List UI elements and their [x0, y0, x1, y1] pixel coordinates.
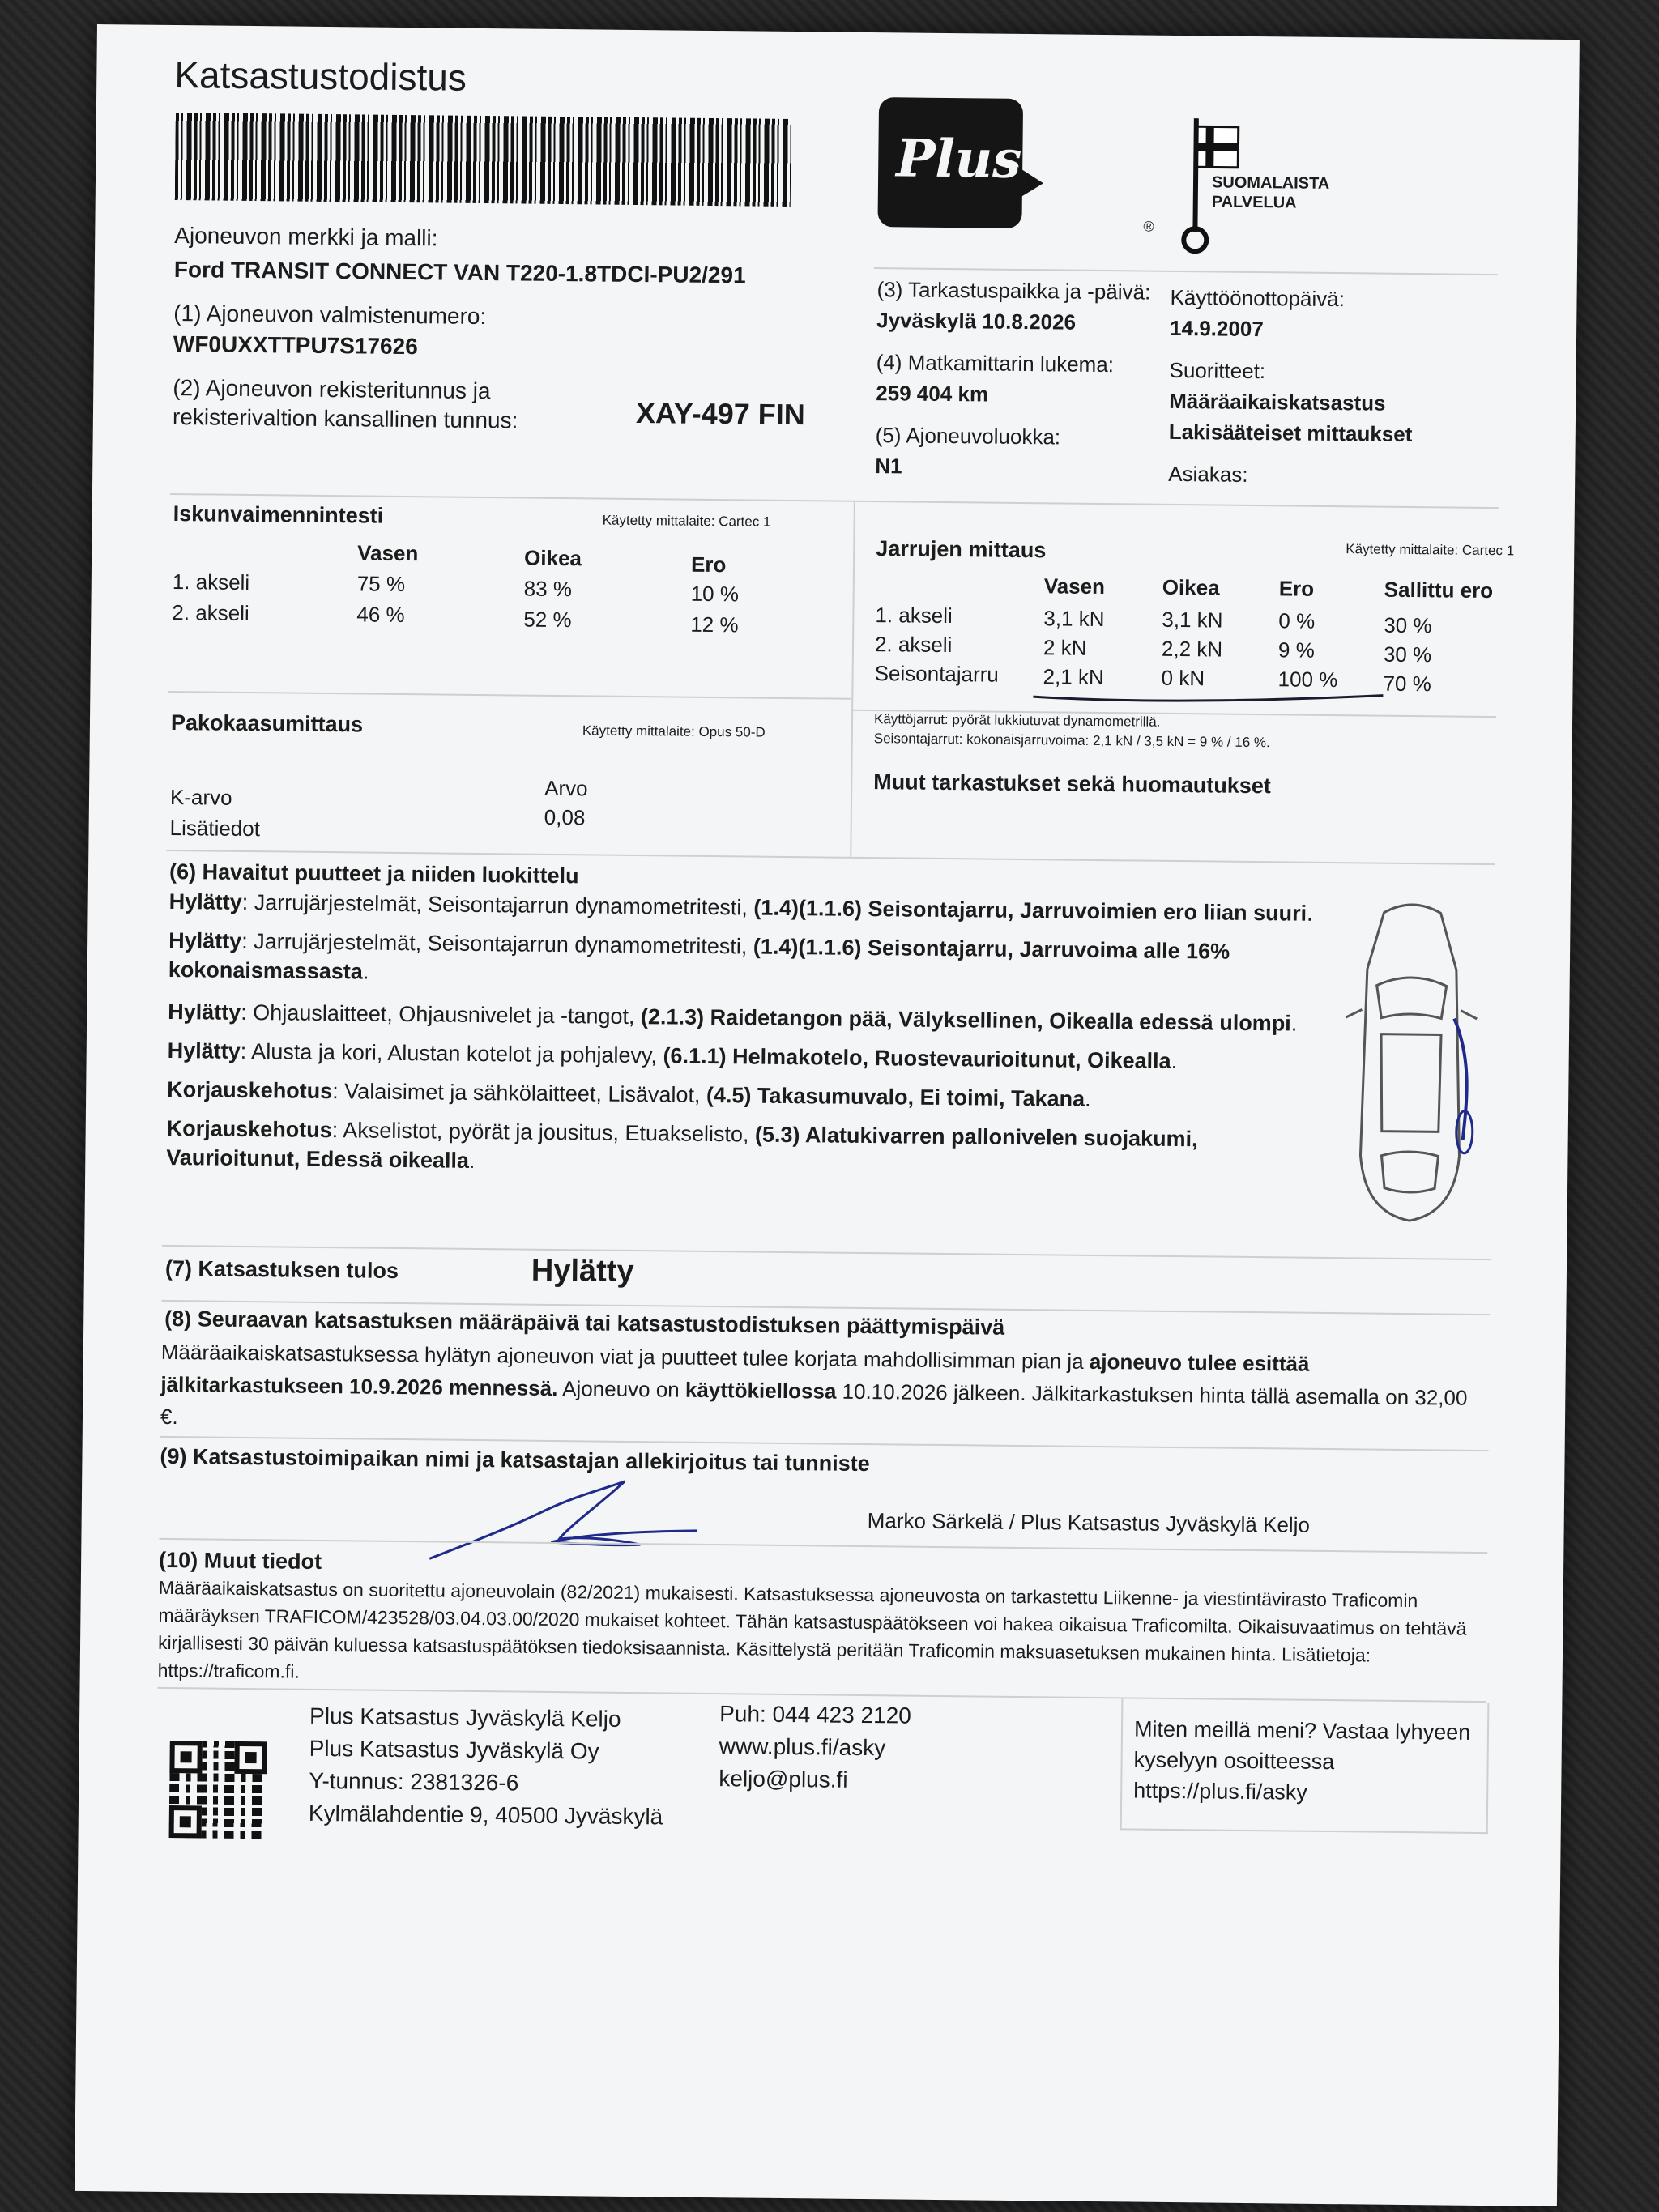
shock-title: Iskunvaimennintesti — [173, 501, 384, 528]
defect-bold: (1.4)(1.1.6) Seisontajarru, Jarruvoima alle 16% kokonaismassasta — [168, 934, 1230, 984]
pen-underline — [1030, 682, 1386, 710]
defect-item — [168, 997, 1342, 1038]
defect-text: : Jarrujärjestelmät, Seisontajarrun dynamometritesti, — [241, 889, 754, 920]
class-value: N1 — [875, 454, 902, 479]
defect-tail: . — [1306, 901, 1313, 926]
footer-phone: Puh: 044 423 2120 — [719, 1701, 912, 1728]
defect-bold: (1.4)(1.1.6) Seisontajarru, Jarruvoimien ero liian suuri — [753, 895, 1307, 926]
defect-status: Hylätty — [167, 1038, 241, 1063]
footer-email[interactable]: keljo@plus.fi — [719, 1766, 848, 1792]
defect-status: Hylätty — [168, 927, 242, 953]
defect-bold: (6.1.1) Helmakotelo, Ruostevaurioitunut, Oikealla — [663, 1043, 1171, 1073]
services-label: Suoritteet: — [1169, 357, 1266, 384]
inspector-name: Marko Särkelä / Plus Katsastus Jyväskylä Keljo — [867, 1508, 1311, 1537]
qr-finder — [169, 1805, 202, 1838]
place-date-value: Jyväskylä 10.8.2026 — [876, 308, 1077, 335]
brakes-row-2-allowed: 30 % — [1383, 641, 1432, 667]
shock-axle-2-right: 52 % — [523, 607, 572, 633]
defect-text: : Ohjauslaitteet, Ohjausnivelet ja -tangot, — [241, 999, 642, 1029]
next-p1-bold: ajoneuvo tulee esittää jälkitarkastukseen 10.9.2026 mennessä. — [160, 1349, 1310, 1401]
footer-line-1: Plus Katsastus Jyväskylä Keljo — [309, 1703, 621, 1732]
defect-status: Korjauskehotus — [167, 1076, 333, 1104]
shock-col-right: Oikea — [523, 545, 582, 571]
result-value: Hylätty — [531, 1253, 634, 1289]
divider — [159, 1538, 1487, 1554]
shock-axle-1-right: 83 % — [523, 576, 573, 602]
exhaust-value-header: Arvo — [544, 775, 588, 801]
place-date-label: (3) Tarkastuspaikka ja -päivä: — [876, 277, 1151, 305]
intro-date-label: Käyttöönottopäivä: — [1170, 284, 1346, 312]
reg-label-2: rekisterivaltion kansallinen tunnus: — [172, 404, 518, 433]
customer-label: Asiakas: — [1168, 461, 1248, 487]
brakes-row-1-left: 3,1 kN — [1043, 606, 1105, 632]
signature-title: (9) Katsastustoimipaikan nimi ja katsastajan allekirjoitus tai tunniste — [160, 1443, 870, 1477]
brakes-device: Käytetty mittalaite: Cartec 1 — [1346, 541, 1515, 559]
survey-text: Miten meillä meni? Vastaa lyhyeen kyselyyn osoitteessa https://plus.fi/asky — [1133, 1716, 1471, 1805]
make-model-label: Ajoneuvon merkki ja malli: — [174, 223, 438, 251]
shock-axle-1: 1. akseli — [172, 569, 250, 595]
footer-line-3: Y-tunnus: 2381326-6 — [309, 1767, 519, 1796]
defect-status: Hylätty — [168, 889, 242, 914]
service-2: Lakisääteiset mittaukset — [1168, 419, 1413, 447]
defect-bold: (5.3) Alatukivarren pallonivelen suojakumi, Vaurioitunut, Edessä oikealla — [166, 1122, 1198, 1173]
defect-item — [168, 1036, 1342, 1077]
speech-tail-icon — [1017, 167, 1043, 199]
footer-web[interactable]: www.plus.fi/asky — [719, 1733, 886, 1761]
service-1: Määräaikaiskatsastus — [1169, 388, 1386, 416]
brakes-col-diff: Ero — [1278, 576, 1315, 601]
brakes-row-3-right: 0 kN — [1161, 665, 1205, 691]
divider — [168, 691, 851, 700]
inspection-certificate — [75, 24, 1580, 2206]
next-p3: 10.10.2026 jälkeen. Jälkitarkastuksen hinta tällä asemalla on 32,00 €. — [160, 1379, 1468, 1430]
other-info-title: (10) Muut tiedot — [158, 1547, 322, 1575]
footer-line-2: Plus Katsastus Jyväskylä Oy — [309, 1735, 599, 1764]
k-value-label: K-arvo — [169, 784, 232, 810]
defect-item — [168, 926, 1287, 995]
next-p2: Ajoneuvo on — [557, 1376, 686, 1402]
brakes-row-1-diff: 0 % — [1278, 608, 1316, 633]
shock-axle-2: 2. akseli — [172, 600, 249, 626]
make-model-value: Ford TRANSIT CONNECT VAN T220-1.8TDCI-PU2/291 — [173, 257, 746, 288]
document-title: Katsastustodistus — [174, 53, 467, 99]
defects-title: (6) Havaitut puutteet ja niiden luokittelu — [168, 859, 579, 889]
qr-finder — [169, 1741, 202, 1773]
defect-tail: . — [1084, 1086, 1091, 1111]
next-title: (8) Seuraavan katsastuksen määräpäivä tai katsastustodistuksen päättymispäivä — [164, 1306, 1005, 1340]
brakes-row-1-allowed: 30 % — [1384, 612, 1432, 638]
next-p2-bold: käyttökiellossa — [684, 1377, 837, 1404]
divider — [874, 267, 1498, 275]
brakes-row-2-left: 2 kN — [1043, 635, 1087, 660]
other-checks-title: Muut tarkastukset sekä huomautukset — [873, 769, 1272, 799]
shock-axle-1-diff: 10 % — [690, 581, 740, 607]
brakes-col-allowed: Sallittu ero — [1384, 577, 1494, 603]
shock-col-left: Vasen — [357, 540, 419, 566]
defect-tail: . — [468, 1148, 476, 1173]
qr-finder — [234, 1741, 267, 1774]
footer-line-4: Kylmälahdentie 9, 40500 Jyväskylä — [308, 1800, 663, 1830]
next-p1: Määräaikaiskatsastuksessa hylätyn ajoneuvon viat ja puutteet tulee korjata mahdollisimman pian ja — [160, 1339, 1090, 1374]
badge-line-1: SUOMALAISTA — [1211, 173, 1330, 193]
defect-tail: . — [362, 959, 369, 984]
next-paragraph — [160, 1336, 1490, 1447]
plus-logo — [877, 97, 1023, 228]
brakes-col-right: Oikea — [1162, 574, 1220, 600]
defect-item — [167, 1075, 1341, 1116]
defect-item — [168, 887, 1343, 928]
brakes-col-left: Vasen — [1043, 573, 1106, 599]
brakes-note-1: Käyttöjarrut: pyörät lukkiutuvat dynamometrillä. — [873, 711, 1161, 730]
brakes-row-2-diff: 9 % — [1277, 637, 1315, 663]
reg-label-1: (2) Ajoneuvon rekisteritunnus ja — [173, 375, 491, 404]
defect-status: Hylätty — [168, 999, 241, 1025]
vin-label: (1) Ajoneuvon valmistenumero: — [173, 300, 487, 330]
brakes-row-2-name: 2. akseli — [874, 632, 953, 658]
exhaust-title: Pakokaasumittaus — [170, 710, 364, 737]
defect-tail: . — [1290, 1011, 1298, 1036]
brakes-row-1-name: 1. akseli — [875, 603, 953, 629]
barcode — [175, 113, 791, 207]
brakes-title: Jarrujen mittaus — [876, 536, 1047, 563]
defect-bold: (4.5) Takasumuvalo, Ei toimi, Takana — [706, 1082, 1085, 1111]
other-info-text: Määräaikaiskatsastus on suoritettu ajoneuvolain (82/2021) mukaisesti. Katsastuksessa ajoneuvosta on tarkastettu Liikenne- ja viestintävirasto Traficomin määräyksen TRAFICOM/423528/03.04.03.00/2020 mukaiset kohteet. Tähän katsastuspäätökseen voi hakea oikaisua Traficomilta. Oikaisuvaatimus on tehtävä kirjallisesti 30 päivän kuluessa katsastuspäätöksen tiedoksisaannista. Käsittelystä peritään Traficomin maksuasetuksen mukainen hinta. Lisätietoja: https://traficom.fi. — [157, 1576, 1467, 1682]
handwritten-signature — [421, 1477, 714, 1570]
defect-tail: . — [1171, 1048, 1178, 1074]
brakes-row-3-name: Seisontajarru — [874, 661, 1000, 687]
shock-axle-2-diff: 12 % — [690, 612, 739, 637]
plus-logo-text: Plus — [895, 128, 1022, 190]
brakes-row-3-diff: 100 % — [1277, 667, 1338, 693]
extra-info-label: Lisätiedot — [169, 815, 261, 842]
class-label: (5) Ajoneuvoluokka: — [875, 423, 1061, 450]
shock-col-diff: Ero — [690, 552, 727, 578]
shock-axle-1-left: 75 % — [356, 571, 406, 597]
vin-value: WF0UXXTTPU7S17626 — [173, 331, 418, 360]
odometer-label: (4) Matkamittarin lukema: — [876, 350, 1115, 377]
defect-text: : Akselistot, pyörät ja jousitus, Etuakselisto, — [331, 1118, 756, 1147]
defect-text: : Valaisimet ja sähkölaitteet, Lisävalot, — [332, 1079, 707, 1107]
car-diagram-icon — [1333, 896, 1490, 1230]
defect-status: Korjauskehotus — [166, 1115, 332, 1143]
defect-bold: (2.1.3) Raidetangon pää, Välyksellinen, Oikealla edessä ulompi — [640, 1004, 1291, 1036]
defect-text: : Alusta ja kori, Alustan kotelot ja pohjalevy, — [240, 1038, 663, 1068]
qr-code — [169, 1741, 267, 1839]
divider — [850, 501, 855, 857]
brakes-row-2-right: 2,2 kN — [1161, 636, 1223, 662]
shock-device: Käytetty mittalaite: Cartec 1 — [602, 512, 771, 530]
exhaust-device: Käytetty mittalaite: Opus 50-D — [582, 722, 766, 740]
k-value: 0,08 — [544, 804, 586, 830]
shock-axle-2-left: 46 % — [356, 602, 405, 628]
intro-date-value: 14.9.2007 — [1169, 315, 1264, 342]
badge-line-2: PALVELUA — [1211, 193, 1297, 212]
registered-mark: ® — [1143, 218, 1154, 235]
defect-text: : Jarrujärjestelmät, Seisontajarrun dynamometritesti, — [241, 928, 754, 959]
registration-number: XAY-497 FIN — [635, 395, 805, 432]
brakes-note-2: Seisontajarrut: kokonaisjarruvoima: 2,1 kN / 3,5 kN = 9 % / 16 %. — [873, 731, 1270, 751]
survey-box — [1120, 1698, 1490, 1834]
defect-item — [166, 1114, 1285, 1183]
odometer-value: 259 404 km — [876, 381, 989, 407]
brakes-row-1-right: 3,1 kN — [1162, 607, 1223, 633]
brakes-row-3-allowed: 70 % — [1383, 671, 1431, 697]
brakes-row-3-left: 2,1 kN — [1043, 664, 1104, 690]
result-label: (7) Katsastuksen tulos — [164, 1255, 399, 1283]
